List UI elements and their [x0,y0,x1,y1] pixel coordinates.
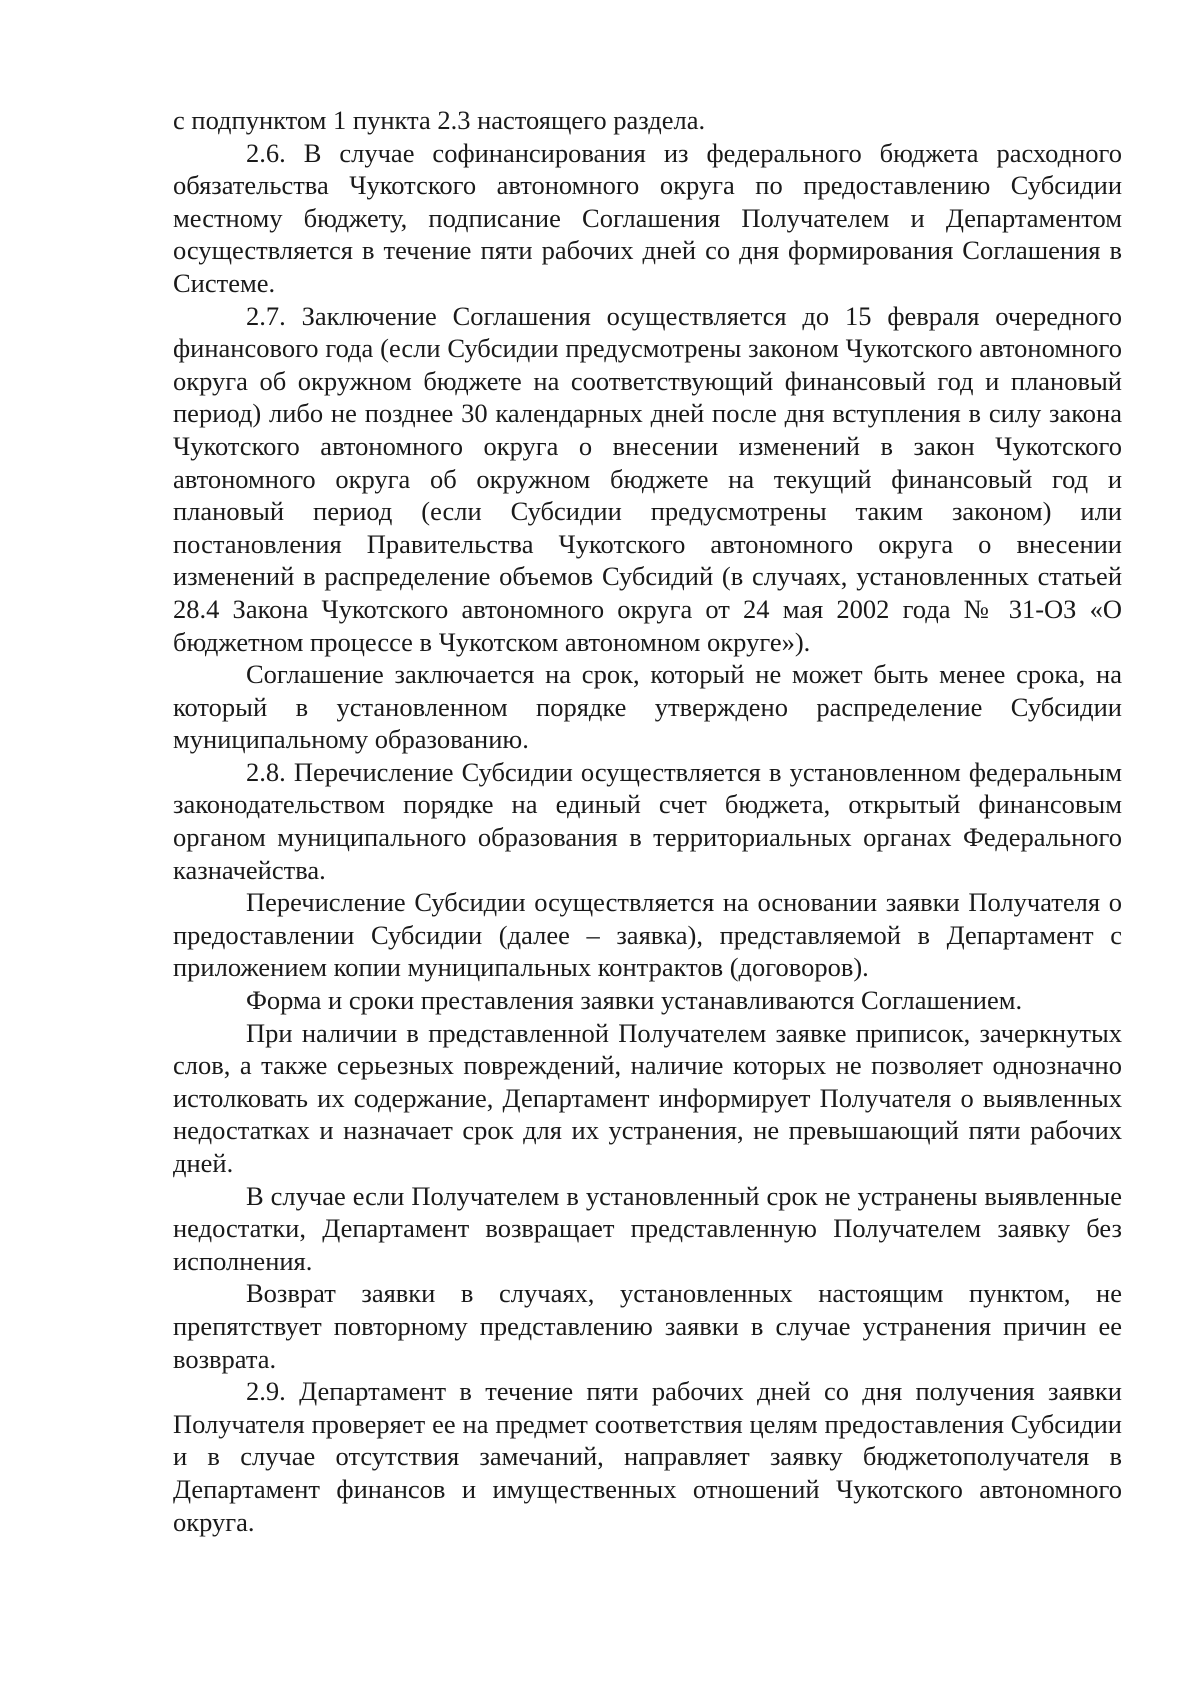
document-page [173,104,1122,1538]
paragraph: Соглашение заключается на срок, который не может быть менее срока, на который в установленном порядке утверждено распределение Субсидии муниципальному образованию. [173,659,1122,755]
paragraph: 2.9. Департамент в течение пяти рабочих дней со дня получения заявки Получателя проверяет ее на предмет соответствия целям предоставления Субсидии и в случае отсутствия замечаний, направляет заявку бюджетополучателя в Департамент финансов и имущественных отношений Чукотского автономного округа. [173,1376,1122,1537]
paragraph: с подпунктом 1 пункта 2.3 настоящего раздела. [173,105,706,135]
paragraph: В случае если Получателем в установленный срок не устранены выявленные недостатки, Департамент возвращает представленную Получателем заявку без исполнения. [173,1180,1122,1276]
paragraph: При наличии в представленной Получателем заявке приписок, зачеркнутых слов, а также серьезных повреждений, наличие которых не позволяет однозначно истолковать их содержание, Департамент информирует Получателя о выявленных недостатках и назначает срок для их устранения, не превышающий пяти рабочих дней. [173,1017,1122,1178]
paragraph: 2.8. Перечисление Субсидии осуществляется в установленном федеральным законодательством порядке на единый счет бюджета, открытый финансовым органом муниципального образования в территориальных органах Федерального казначейства. [173,756,1122,885]
paragraph: Перечисление Субсидии осуществляется на основании заявки Получателя о предоставлении Субсидии (далее – заявка), представляемой в Департамент с приложением копии муниципальных контрактов (договоров). [173,887,1122,983]
paragraph: Возврат заявки в случаях, установленных настоящим пунктом, не препятствует повторному представлению заявки в случае устранения причин ее возврата. [173,1278,1122,1374]
paragraph: 2.7. Заключение Соглашения осуществляется до 15 февраля очередного финансового года (если Субсидии предусмотрены законом Чукотского автономного округа об окружном бюджете на соответствующий финансовый год и плановый период) либо не позднее 30 календарных дней после дня вступления в силу закона Чукотского автономного округа о внесении изменений в закон Чукотского автономного округа об окружном бюджете на текущий финансовый год и плановый период (если Субсидии предусмотрены таким законом) или постановления Правительства Чукотского автономного округа о внесении изменений в распределение объемов Субсидий (в случаях, установленных статьей 28.4 Закона Чукотского автономного округа от 24 мая 2002 года № 31-ОЗ «О бюджетном процессе в Чукотском автономном округе»). [173,300,1122,657]
paragraph: Форма и сроки преставления заявки устанавливаются Соглашением. [246,985,1023,1016]
paragraph: 2.6. В случае софинансирования из федерального бюджета расходного обязательства Чукотского автономного округа по предоставлению Субсидии местному бюджету, подписание Соглашения Получателем и Департаментом осуществляется в течение пяти рабочих дней со дня формирования Соглашения в Системе. [173,137,1122,298]
